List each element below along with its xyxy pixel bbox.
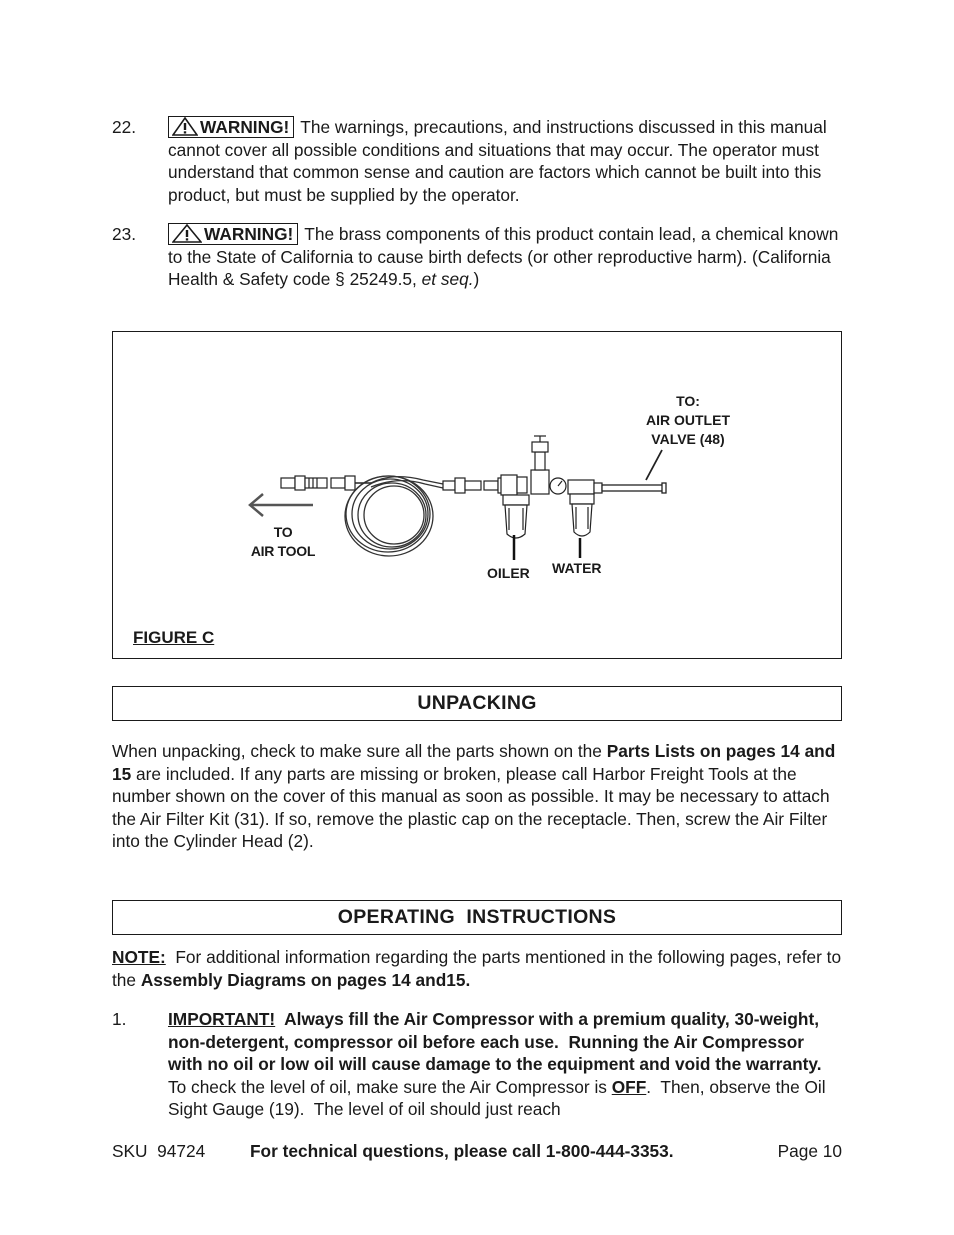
warning-item-23: [112, 223, 842, 291]
to-air-outlet-label: [633, 392, 743, 449]
note-paragraph: [112, 946, 846, 991]
warning-label: WARNING!: [204, 224, 294, 244]
off-label: OFF: [611, 1076, 647, 1097]
hose-assembly-illustration: [113, 332, 841, 658]
important-label: IMPORTANT!: [168, 1009, 276, 1029]
item-text: [168, 223, 842, 291]
warning-badge: [168, 116, 294, 138]
warning-badge: [168, 223, 298, 245]
water-label: WATER: [552, 560, 602, 576]
label-line: VALVE (48): [651, 431, 725, 447]
warning-text-end: ): [473, 269, 480, 289]
step-bold-text: Always fill the Air Compressor with a premium quality, 30-weight, non-detergent, compressor oil before each use. Running the Air Compressor with no oil or low oil will cause damage to the equipment and void the warranty.: [168, 1009, 824, 1074]
label-line: TO: [273, 524, 293, 540]
warning-triangle-icon: [172, 117, 198, 136]
operating-heading: OPERATING INSTRUCTIONS: [112, 900, 842, 935]
unpacking-text-end: are included. If any parts are missing or broken, please call Harbor Freight Tools at the number shown on the cover of this manual as soon as possible. It may be necessary to attach the Air Filter Kit (31). If so, remove the plastic cap on the receptacle. Then, screw the Air Filter into the Cylinder Head (2).: [112, 763, 830, 851]
warning-label: WARNING!: [200, 117, 290, 137]
unpacking-paragraph: [112, 740, 842, 853]
label-line: TO:: [676, 393, 700, 409]
step-text-1: To check the level of oil, make sure the Air Compressor is: [168, 1054, 831, 1097]
warning-text: The brass components of this product contain lead, a chemical known to the State of California to cause birth defects (or other reproductive harm). (California Health & Safety code § 25249.5,: [168, 224, 839, 289]
footer-sku: SKU 94724: [112, 1141, 206, 1161]
note-label: NOTE:: [112, 947, 166, 967]
note-bold: Assembly Diagrams on pages 14 and15.: [140, 969, 471, 990]
step-text: [168, 1008, 842, 1121]
step-number: 1.: [112, 1009, 127, 1029]
operating-step-1: [112, 1008, 842, 1121]
to-air-tool-label: [243, 523, 323, 561]
oiler-label: OILER: [487, 565, 530, 581]
footer-page-number: Page 10: [777, 1141, 842, 1161]
unpacking-text: When unpacking, check to make sure all the parts shown on the: [112, 741, 607, 761]
figure-c-box: [112, 331, 842, 659]
unpacking-bold: Parts Lists on pages 14 and 15: [112, 741, 836, 784]
arrow-left-icon: [250, 494, 313, 516]
warning-text: The warnings, precautions, and instructions discussed in this manual cannot cover all possible conditions and situations that may occur. The operator must understand that common sense and caution are factors which cannot be built into this product, but must be supplied by the operator.: [168, 117, 827, 205]
figure-caption: FIGURE C: [133, 628, 215, 647]
step-text-2: . Then, observe the Oil Sight Gauge (19). The level of oil should just reach: [168, 1076, 831, 1119]
warning-item-22: [112, 116, 842, 206]
warning-triangle-icon: [172, 224, 202, 243]
label-line: AIR OUTLET: [646, 412, 730, 428]
warning-text-italic: et seq.: [421, 269, 474, 289]
item-text: [168, 116, 842, 206]
note-text: For additional information regarding the parts mentioned in the following pages, refer to the: [112, 947, 846, 990]
item-number: 22.: [112, 117, 137, 137]
unpacking-heading: UNPACKING: [112, 686, 842, 721]
item-number: 23.: [112, 224, 137, 244]
footer-phone: For technical questions, please call 1-800-444-3353.: [250, 1141, 674, 1161]
label-line: AIR TOOL: [250, 543, 316, 559]
